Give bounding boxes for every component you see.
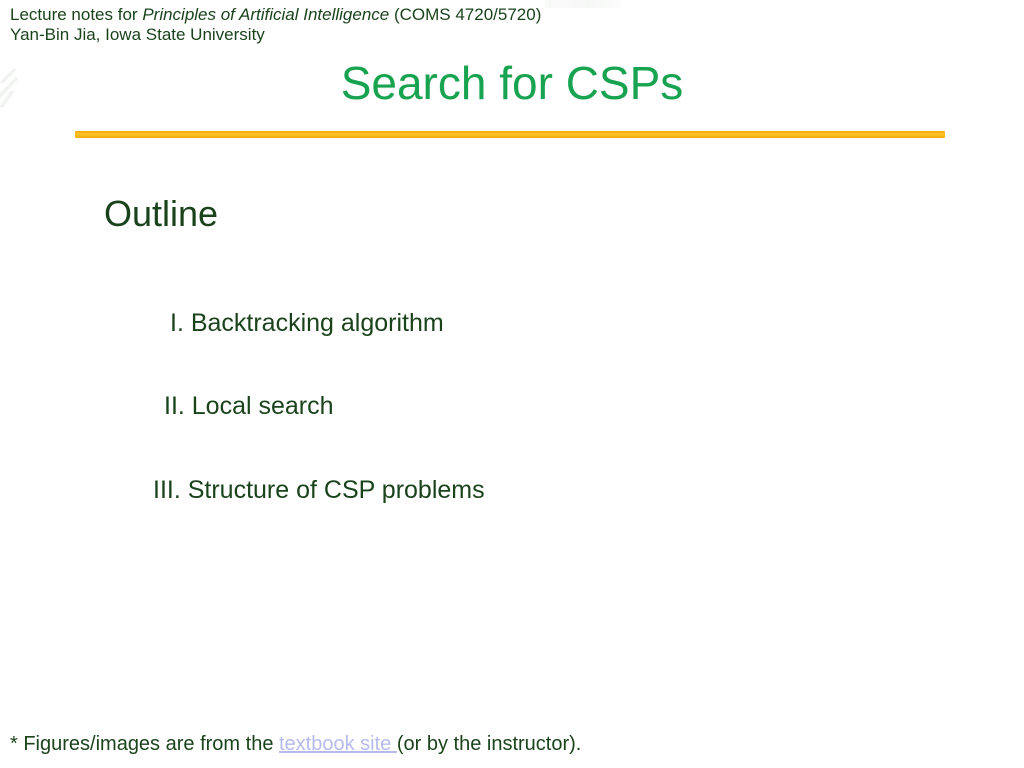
footnote (10, 733, 581, 756)
header-line-2: Yan-Bin Jia, Iowa State University (10, 25, 265, 44)
header-line1-suffix: (COMS 4720/5720) (389, 5, 542, 24)
slide-header (10, 5, 541, 45)
outline-item-structure: III. Structure of CSP problems (153, 476, 485, 504)
footnote-suffix: (or by the instructor). (396, 733, 582, 755)
header-line-1 (10, 5, 541, 25)
outline-item-local-search: II. Local search (164, 392, 334, 420)
header-line1-course-title: Principles of Artificial Intelligence (142, 5, 390, 24)
footnote-prefix: * Figures/images are from the (10, 733, 279, 755)
outline-heading: Outline (104, 193, 219, 234)
divider-rule (75, 131, 945, 138)
artifact-smudge-top (545, 0, 620, 8)
outline-item-backtracking: I. Backtracking algorithm (170, 309, 444, 337)
header-line1-prefix: Lecture notes for (10, 5, 143, 24)
slide-title: Search for CSPs (340, 57, 684, 109)
textbook-site-link[interactable]: textbook site (279, 733, 397, 755)
